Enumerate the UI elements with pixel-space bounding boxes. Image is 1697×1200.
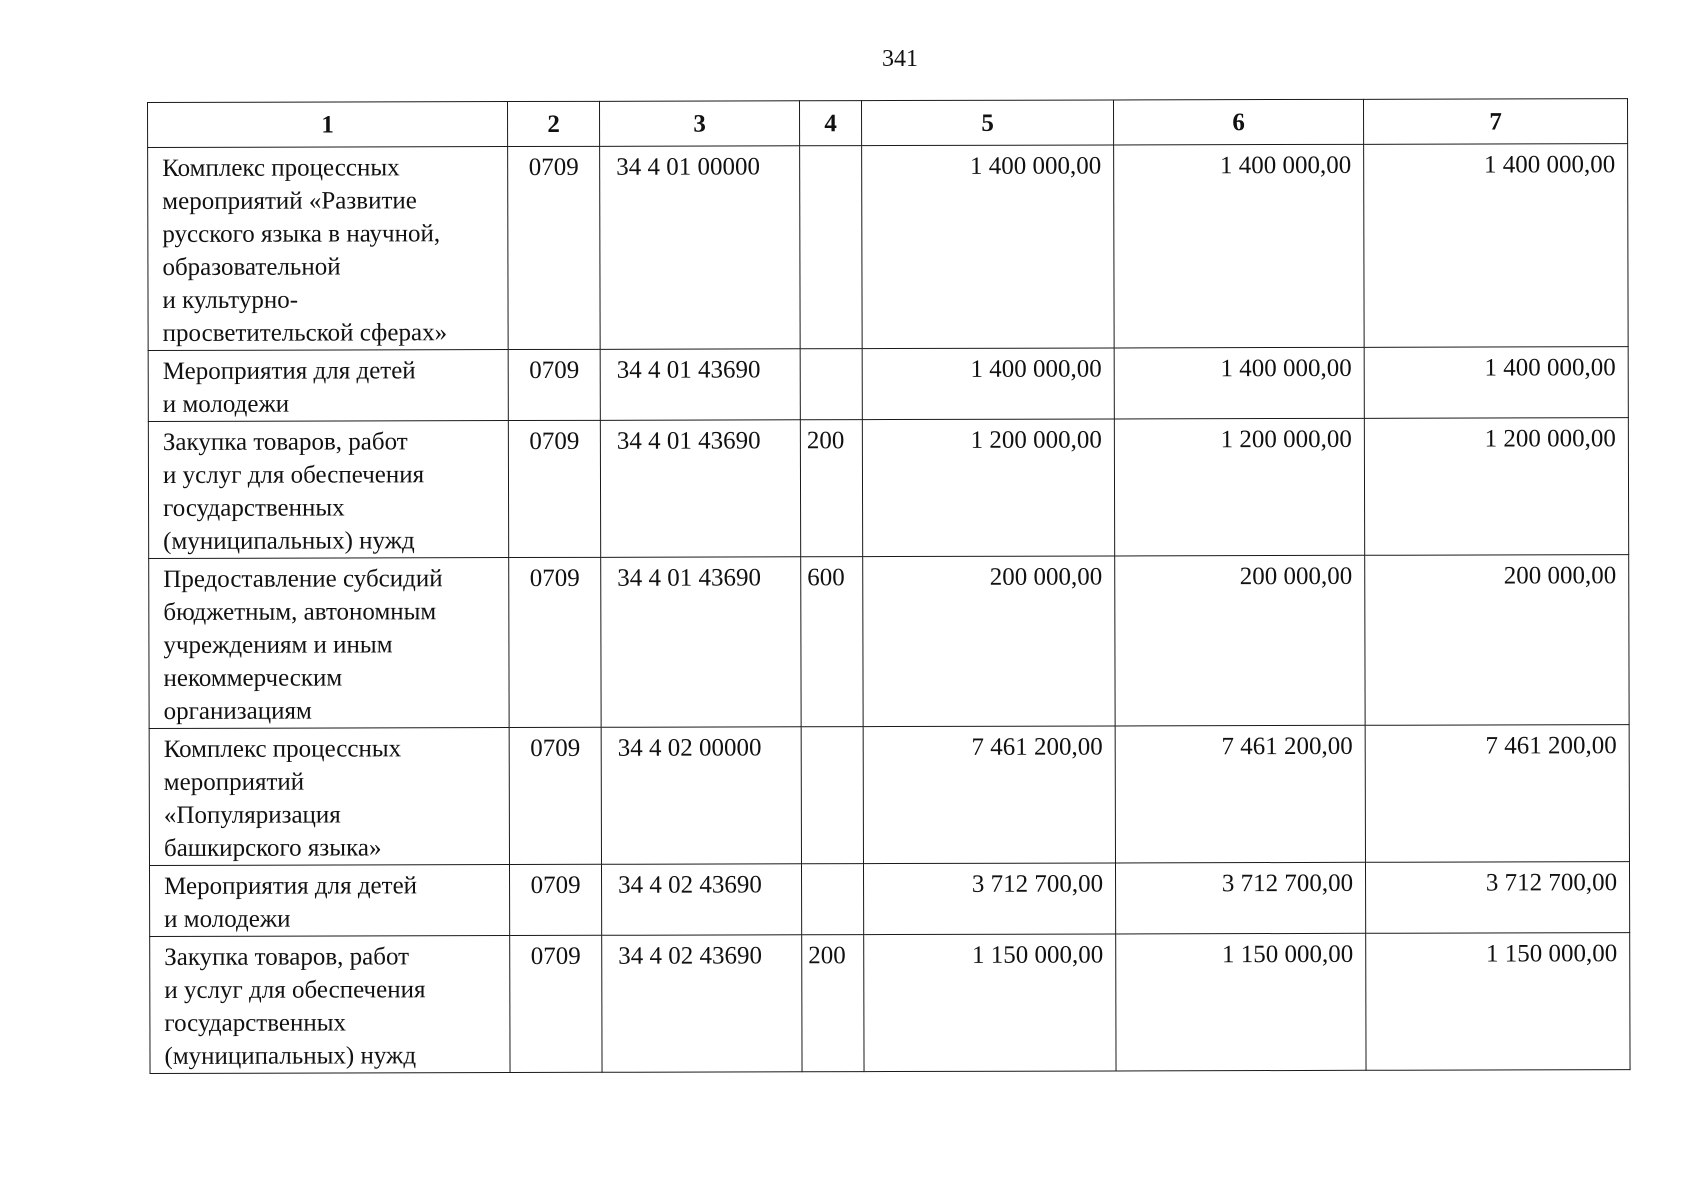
row-section: 0709 [509,557,601,727]
table-row [150,933,1630,1074]
row-type: 200 [802,935,864,1072]
row-code: 34 4 01 43690 [600,420,800,558]
row-code: 34 4 01 43690 [601,557,801,728]
table-row [149,725,1629,866]
row-section: 0709 [508,349,600,420]
row-name: Мероприятия для детей и молодежи [149,865,509,937]
column-header-7: 7 [1363,99,1627,145]
row-name: Комплекс процессных мероприятий «Развитие русского языка в научной, образовательной и культурно- просветительской сферах» [148,147,509,351]
row-amount-5: 1 150 000,00 [864,934,1116,1072]
row-type [801,727,863,864]
column-header-6: 6 [1113,99,1363,145]
column-header-1: 1 [148,102,508,148]
row-amount-6: 1 400 000,00 [1114,144,1365,348]
row-amount-5: 7 461 200,00 [863,726,1115,864]
row-name: Закупка товаров, работ и услуг для обеспечения государственных (муниципальных) нужд [148,421,508,559]
row-section: 0709 [510,935,602,1072]
column-header-4: 4 [799,101,861,146]
row-code: 34 4 02 43690 [602,935,802,1073]
column-header-3: 3 [599,101,799,147]
row-amount-7: 1 150 000,00 [1366,933,1630,1071]
row-amount-6: 3 712 700,00 [1115,862,1365,934]
row-section: 0709 [509,727,601,864]
row-name: Предоставление субсидий бюджетным, автономным учреждениям и иным некоммерческим организациям [149,558,509,729]
row-amount-6: 7 461 200,00 [1115,725,1365,863]
table-row [149,555,1629,729]
row-section: 0709 [508,420,600,557]
row-amount-6: 1 150 000,00 [1116,933,1366,1071]
row-code: 34 4 02 00000 [601,727,801,865]
row-amount-7: 3 712 700,00 [1365,862,1629,934]
column-header-5: 5 [861,100,1113,146]
row-amount-5: 1 400 000,00 [862,145,1115,349]
row-amount-7: 1 200 000,00 [1364,418,1628,556]
row-name: Мероприятия для детей и молодежи [148,350,508,422]
row-code: 34 4 01 43690 [600,349,800,421]
row-section: 0709 [509,864,601,935]
row-name: Закупка товаров, работ и услуг для обеспечения государственных (муниципальных) нужд [150,936,510,1074]
row-type [801,864,863,935]
row-code: 34 4 02 43690 [601,864,801,936]
table-row [148,144,1629,351]
row-type [800,349,862,420]
row-code: 34 4 01 00000 [600,146,801,350]
row-amount-7: 200 000,00 [1365,555,1629,726]
table-row [149,862,1629,937]
row-type [800,146,863,349]
row-name: Комплекс процессных мероприятий «Популяризация башкирского языка» [149,728,509,866]
row-amount-7: 1 400 000,00 [1364,144,1629,348]
table-header-row [148,99,1628,148]
column-header-2: 2 [508,101,600,146]
row-amount-6: 1 400 000,00 [1114,347,1364,419]
budget-table [147,98,1631,1074]
row-amount-5: 1 400 000,00 [862,348,1114,420]
row-amount-5: 200 000,00 [863,556,1115,727]
row-amount-6: 1 200 000,00 [1114,418,1364,556]
row-type: 600 [801,557,863,727]
table-row [148,418,1628,559]
row-amount-7: 7 461 200,00 [1365,725,1629,863]
row-type: 200 [800,420,862,557]
table-row [148,347,1628,422]
row-amount-5: 1 200 000,00 [862,419,1114,557]
row-amount-5: 3 712 700,00 [863,863,1115,935]
row-amount-6: 200 000,00 [1115,555,1365,726]
row-amount-7: 1 400 000,00 [1364,347,1628,419]
row-section: 0709 [508,146,601,349]
page-number: 341 [882,46,918,72]
